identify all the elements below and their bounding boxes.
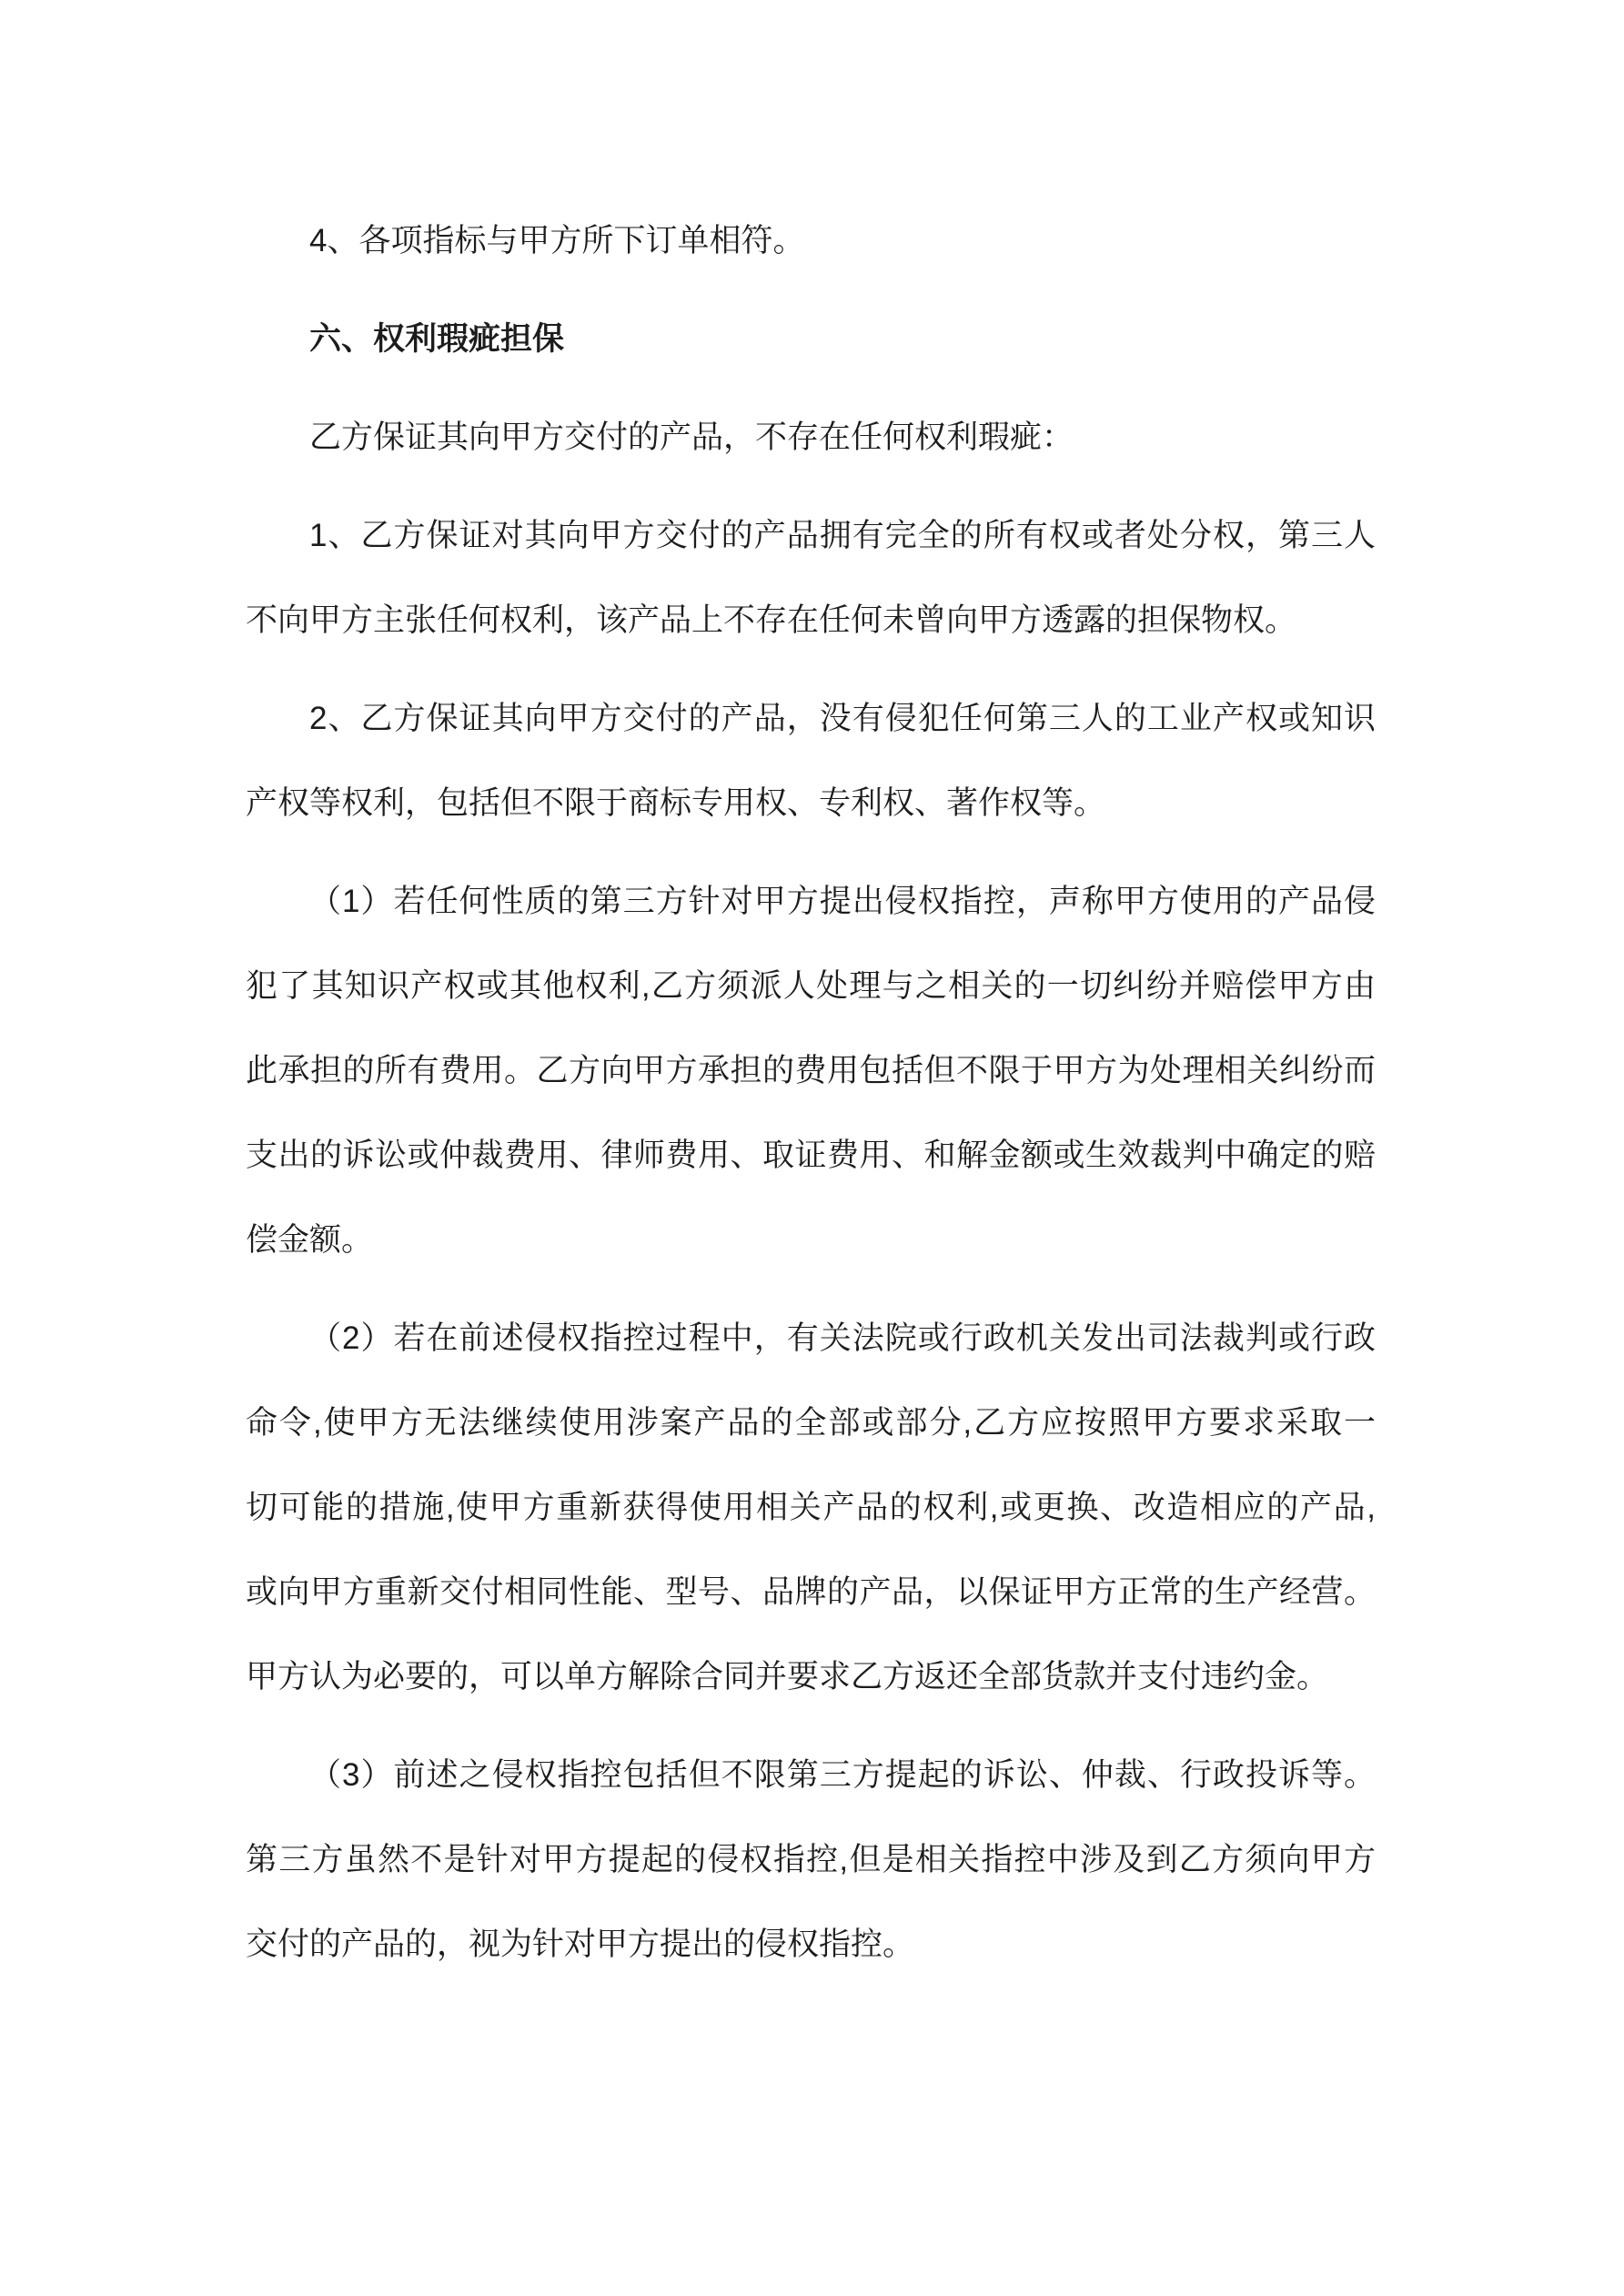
text-line: 偿金额。 xyxy=(246,1222,374,1258)
text-line: 甲方认为必要的，可以单方解除合同并要求乙方返还全部货款并支付违约金。 xyxy=(246,1659,1329,1694)
clause-intro-paragraph xyxy=(246,395,1376,480)
text-line: （1）若任何性质的第三方针对甲方提出侵权指控，声称甲方使用的产品侵 xyxy=(309,884,1376,919)
text-line: 或向甲方重新交付相同性能、型号、品牌的产品，以保证甲方正常的生产经营。 xyxy=(246,1574,1376,1610)
sub-clause-2 xyxy=(246,676,1376,845)
section-heading-6 xyxy=(246,297,1376,381)
text-line: 乙方保证其向甲方交付的产品，不存在任何权利瑕疵： xyxy=(309,420,1074,455)
sub-clause-2-item-2 xyxy=(246,1296,1376,1719)
text-line: 交付的产品的，视为针对甲方提出的侵权指控。 xyxy=(246,1927,915,1962)
clause-item-4 xyxy=(246,198,1376,283)
text-line: 产权等权利，包括但不限于商标专用权、专利权、著作权等。 xyxy=(246,785,1106,821)
text-line: （3）前述之侵权指控包括但不限第三方提起的诉讼、仲裁、行政投诉等。 xyxy=(309,1757,1376,1793)
text-line: 犯了其知识产权或其他权利,乙方须派人处理与之相关的一切纠纷并赔偿甲方由 xyxy=(246,968,1376,1004)
text-line: 切可能的措施,使甲方重新获得使用相关产品的权利,或更换、改造相应的产品, xyxy=(246,1490,1376,1525)
text-line: 命令,使甲方无法继续使用涉案产品的全部或部分,乙方应按照甲方要求采取一 xyxy=(246,1405,1376,1441)
text-line: 第三方虽然不是针对甲方提起的侵权指控,但是相关指控中涉及到乙方须向甲方 xyxy=(246,1842,1376,1877)
document-body xyxy=(246,198,1376,1987)
text-line: 支出的诉讼或仲裁费用、律师费用、取证费用、和解金额或生效裁判中确定的赔 xyxy=(246,1138,1376,1173)
heading-text: 六、权利瑕疵担保 xyxy=(309,321,565,357)
sub-clause-2-item-3 xyxy=(246,1733,1376,1987)
sub-clause-2-item-1 xyxy=(246,859,1376,1282)
sub-clause-1 xyxy=(246,493,1376,663)
text-line: 不向甲方主张任何权利，该产品上不存在任何未曾向甲方透露的担保物权。 xyxy=(246,602,1297,638)
text-line: 1、乙方保证对其向甲方交付的产品拥有完全的所有权或者处分权，第三人 xyxy=(309,518,1376,553)
text-line: 4、各项指标与甲方所下订单相符。 xyxy=(309,223,805,258)
text-line: （2）若在前述侵权指控过程中，有关法院或行政机关发出司法裁判或行政 xyxy=(309,1320,1376,1356)
text-line: 2、乙方保证其向甲方交付的产品，没有侵犯任何第三人的工业产权或知识 xyxy=(309,701,1376,736)
text-line: 此承担的所有费用。乙方向甲方承担的费用包括但不限于甲方为处理相关纠纷而 xyxy=(246,1053,1376,1088)
